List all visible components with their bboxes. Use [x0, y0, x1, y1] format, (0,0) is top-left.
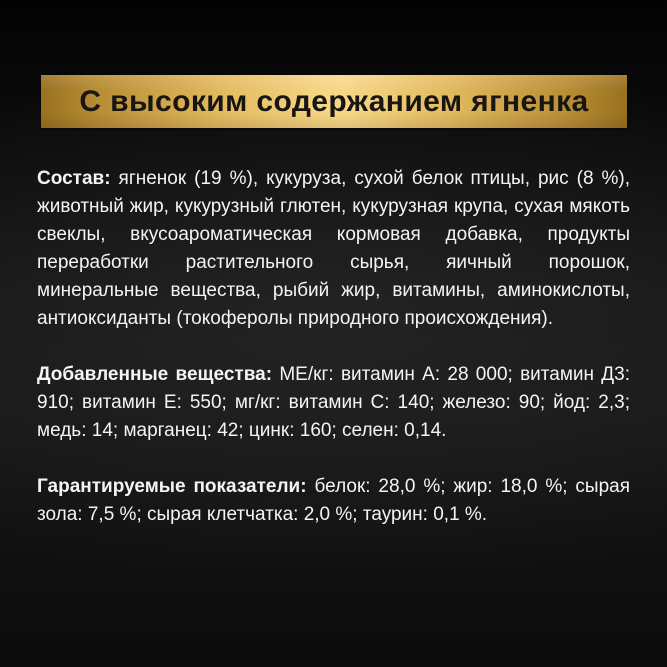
banner-title: С высоким содержанием ягненка: [79, 84, 589, 118]
guaranteed-analysis-section: [37, 473, 630, 529]
guaranteed-analysis-heading: Гарантируемые показатели:: [37, 476, 307, 497]
composition-body: ягненок (19 %), кукуруза, сухой белок птицы, рис (8 %), животный жир, кукурузный глютен, кукурузная крупа, сухая мякоть свеклы, вкусоароматическая кормовая добавка, продукты переработки растительного сырья, яичный порошок, минеральные вещества, рыбий жир, витамины, аминокислоты, антиоксиданты (токоферолы природного происхождения).: [37, 168, 631, 329]
additives-heading: Добавленные вещества:: [37, 364, 273, 385]
guaranteed-analysis-body: белок: 28,0 %; жир: 18,0 %; сырая зола: 7,5 %; сырая клетчатка: 2,0 %; таурин: 0,1 %.: [37, 476, 630, 525]
additives-body: МЕ/кг: витамин А: 28 000; витамин Д3: 910; витамин Е: 550; мг/кг: витамин С: 140; железо: 90; йод: 2,3; медь: 14; марганец: 42; цинк: 160; селен: 0,14.: [37, 364, 630, 441]
composition-section: [37, 165, 630, 333]
additives-section: [37, 361, 630, 445]
composition-heading: Состав:: [37, 168, 111, 189]
gold-banner: [41, 75, 627, 128]
label-text-block: [37, 165, 630, 529]
